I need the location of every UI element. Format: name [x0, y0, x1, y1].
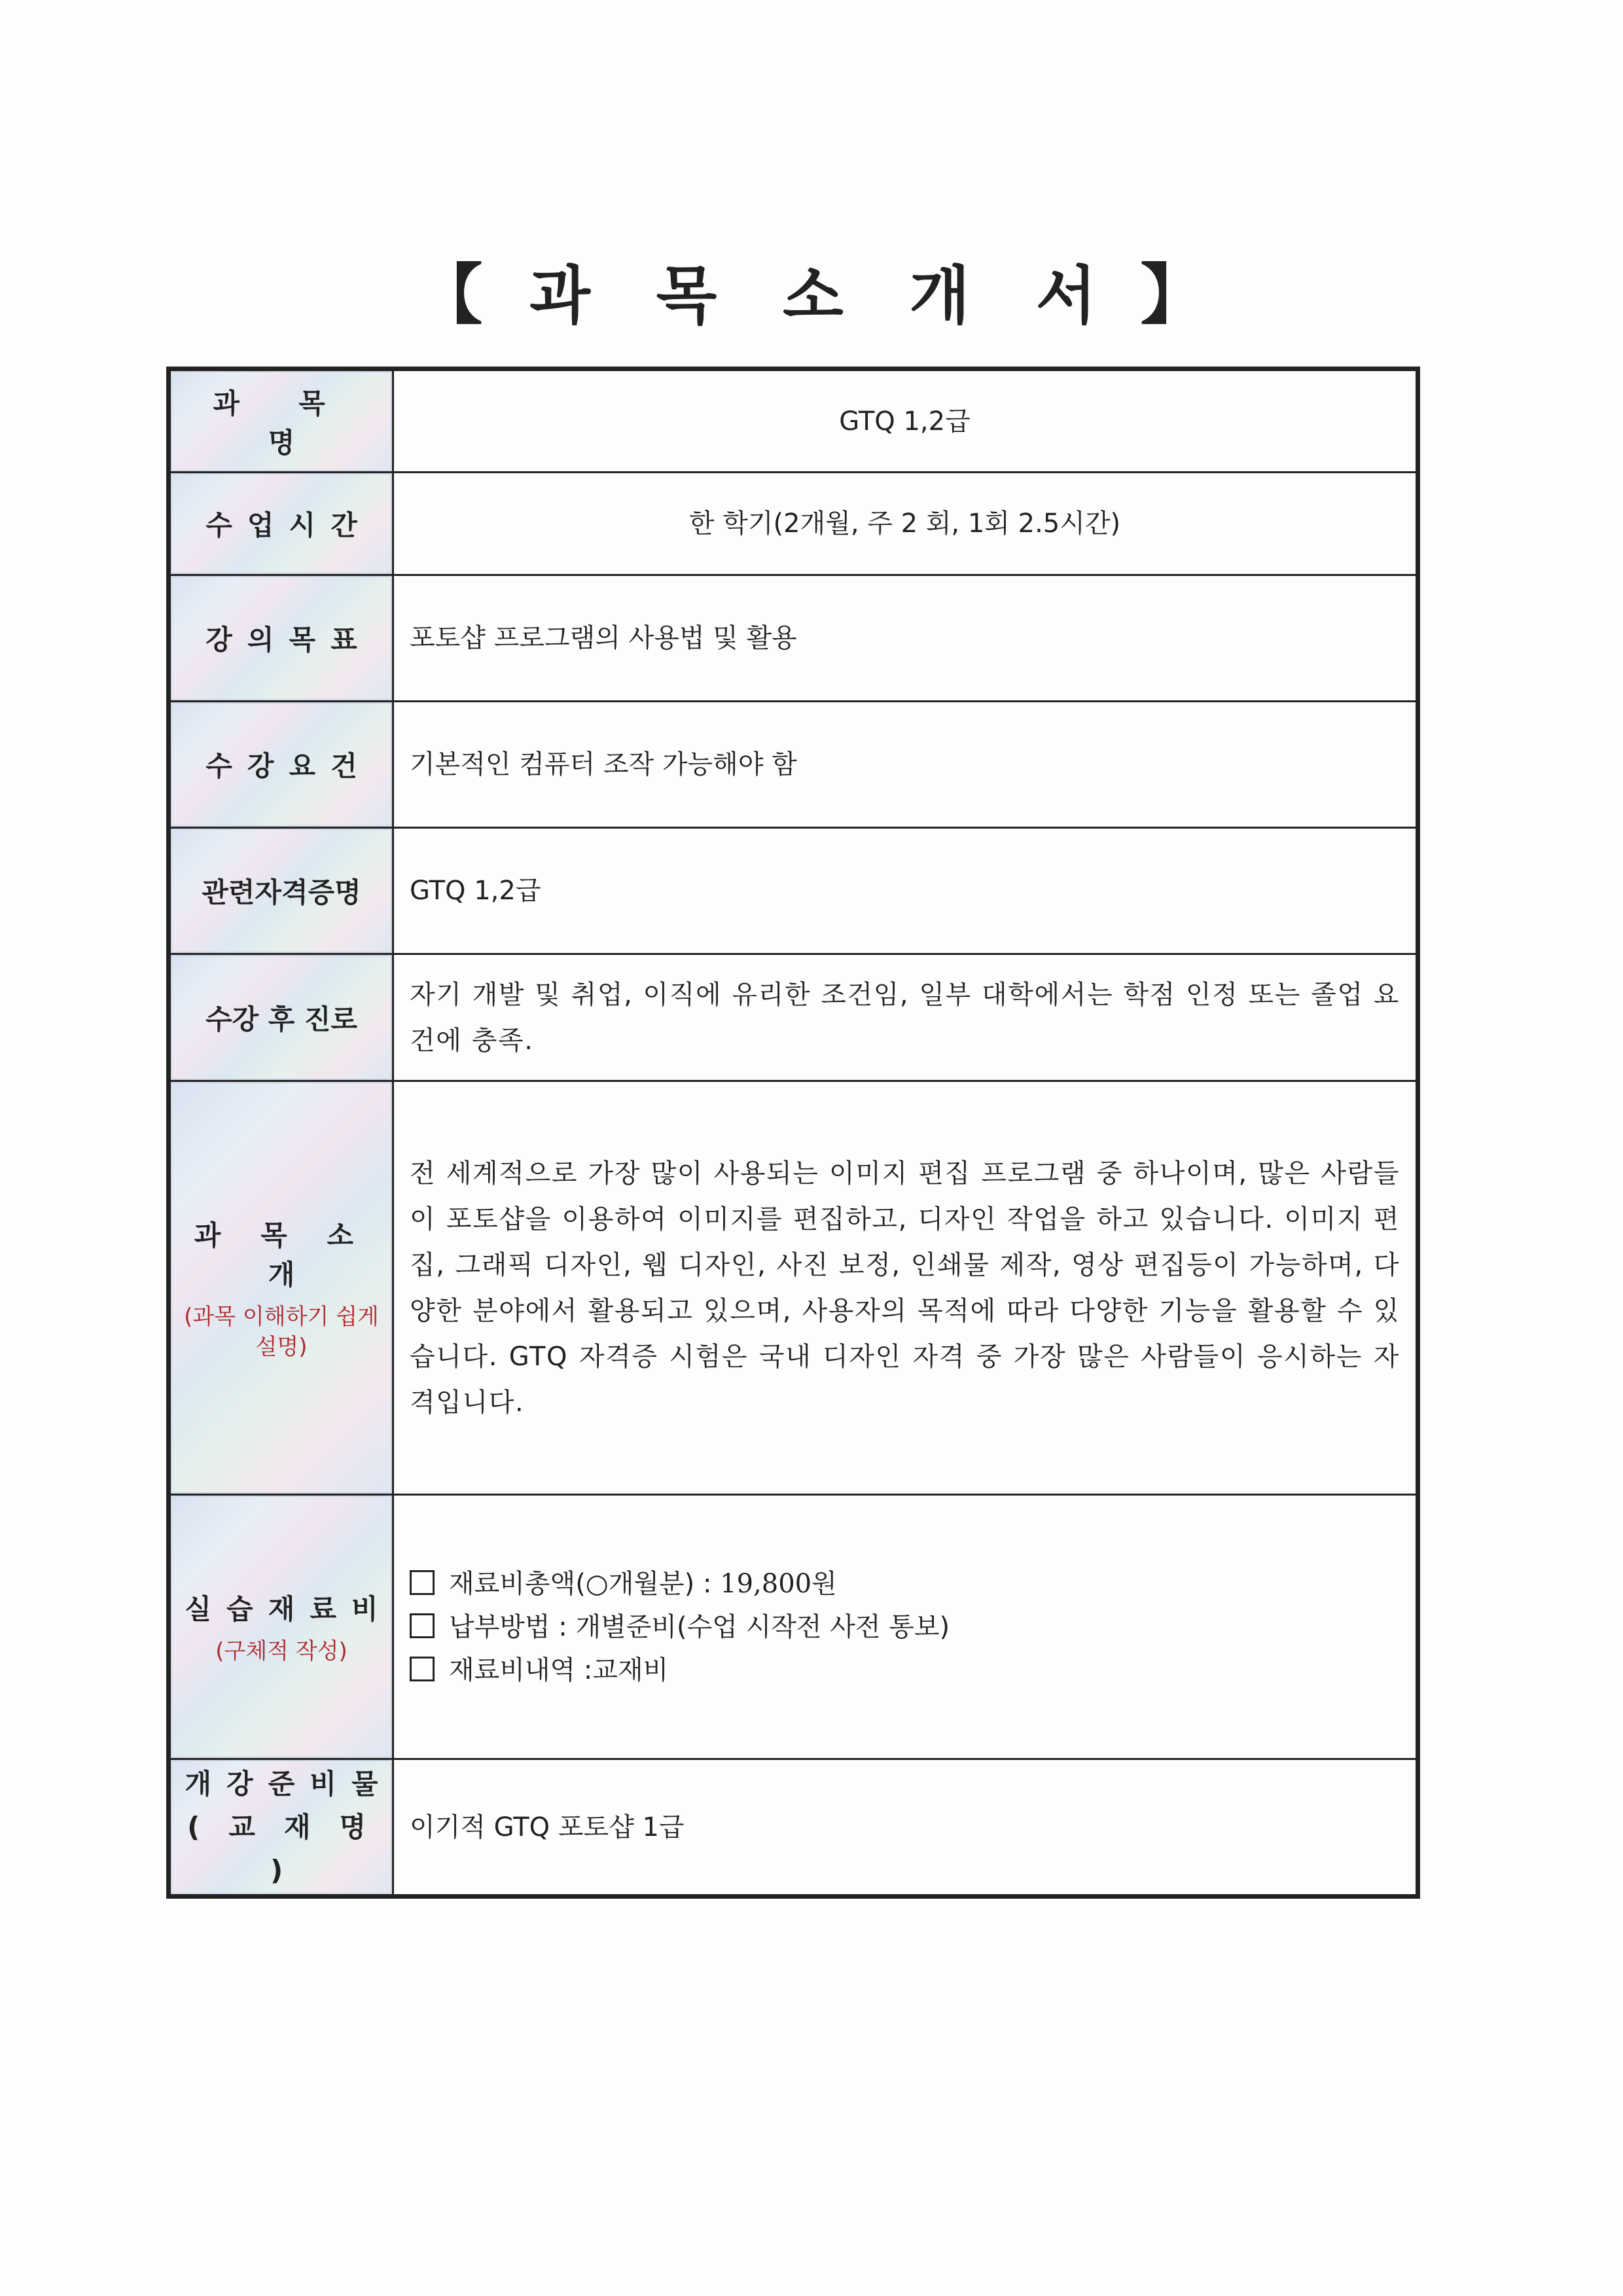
- materials-item: 재료비총액(○개월분) : 19,800원: [410, 1562, 1400, 1605]
- document-title: [0, 242, 1623, 336]
- label-materials-sub: (구체적 작성): [215, 1638, 348, 1664]
- row-certificate: [169, 828, 1418, 954]
- row-career: [169, 954, 1418, 1081]
- row-objective: [169, 575, 1418, 702]
- label-materials: 실습재료비 (구체적 작성): [169, 1495, 393, 1759]
- row-requirement: [169, 702, 1418, 828]
- value-textbook: 이기적 GTQ 포토샵 1급: [393, 1759, 1418, 1897]
- materials-item: 재료비내역 :교재비: [410, 1649, 1400, 1692]
- label-certificate: 관련자격증명: [169, 828, 393, 954]
- label-intro-sub: (과목 이해하기 쉽게 설명): [184, 1303, 379, 1360]
- value-requirement: 기본적인 컴퓨터 조작 가능해야 함: [393, 702, 1418, 828]
- row-textbook: [169, 1759, 1418, 1897]
- checkbox-icon: [410, 1657, 435, 1681]
- bracket-left: 【: [417, 257, 483, 333]
- row-intro: [169, 1081, 1418, 1495]
- label-objective: 강의목표: [169, 575, 393, 702]
- checkbox-icon: [410, 1613, 435, 1638]
- label-subject-name: 과 목 명: [169, 369, 393, 473]
- value-subject-name: GTQ 1,2급: [393, 369, 1418, 473]
- bracket-right: 】: [1140, 257, 1206, 333]
- value-objective: 포토샵 프로그램의 사용법 및 활용: [393, 575, 1418, 702]
- value-intro: 전 세계적으로 가장 많이 사용되는 이미지 편집 프로그램 중 하나이며, 많은 사람들이 포토샵을 이용하여 이미지를 편집하고, 디자인 작업을 하고 있습니다. 이미지 편집, 그래픽 디자인, 웹 디자인, 사진 보정, 인쇄물 제작, 영상 편집등이 가능하며, 다양한 분야에서 활용되고 있으며, 사용자의 목적에 따라 다양한 기능을 활용할 수 있습니다. GTQ 자격증 시험은 국내 디자인 자격 중 가장 많은 사람들이 응시하는 자격입니다.: [393, 1081, 1418, 1495]
- value-career: 자기 개발 및 취업, 이직에 유리한 조건임, 일부 대학에서는 학점 인정 또는 졸업 요건에 충족.: [393, 954, 1418, 1081]
- title-text: 과 목 소 개 서: [529, 259, 1119, 332]
- value-certificate: GTQ 1,2급: [393, 828, 1418, 954]
- label-requirement: 수강요건: [169, 702, 393, 828]
- row-class-time: [169, 473, 1418, 575]
- materials-item: 납부방법 : 개별준비(수업 시작전 사전 통보): [410, 1605, 1400, 1649]
- label-intro: 과 목 소 개 (과목 이해하기 쉽게 설명): [169, 1081, 393, 1495]
- checkbox-icon: [410, 1570, 435, 1595]
- row-subject-name: [169, 369, 1418, 473]
- label-textbook: 개강준비물 ( 교 재 명 ): [169, 1759, 393, 1897]
- row-materials: [169, 1495, 1418, 1759]
- course-intro-table: [166, 367, 1420, 1899]
- value-class-time: 한 학기(2개월, 주 2 회, 1회 2.5시간): [393, 473, 1418, 575]
- label-career: 수강 후 진로: [169, 954, 393, 1081]
- value-materials: [393, 1495, 1418, 1759]
- label-class-time: 수업시간: [169, 473, 393, 575]
